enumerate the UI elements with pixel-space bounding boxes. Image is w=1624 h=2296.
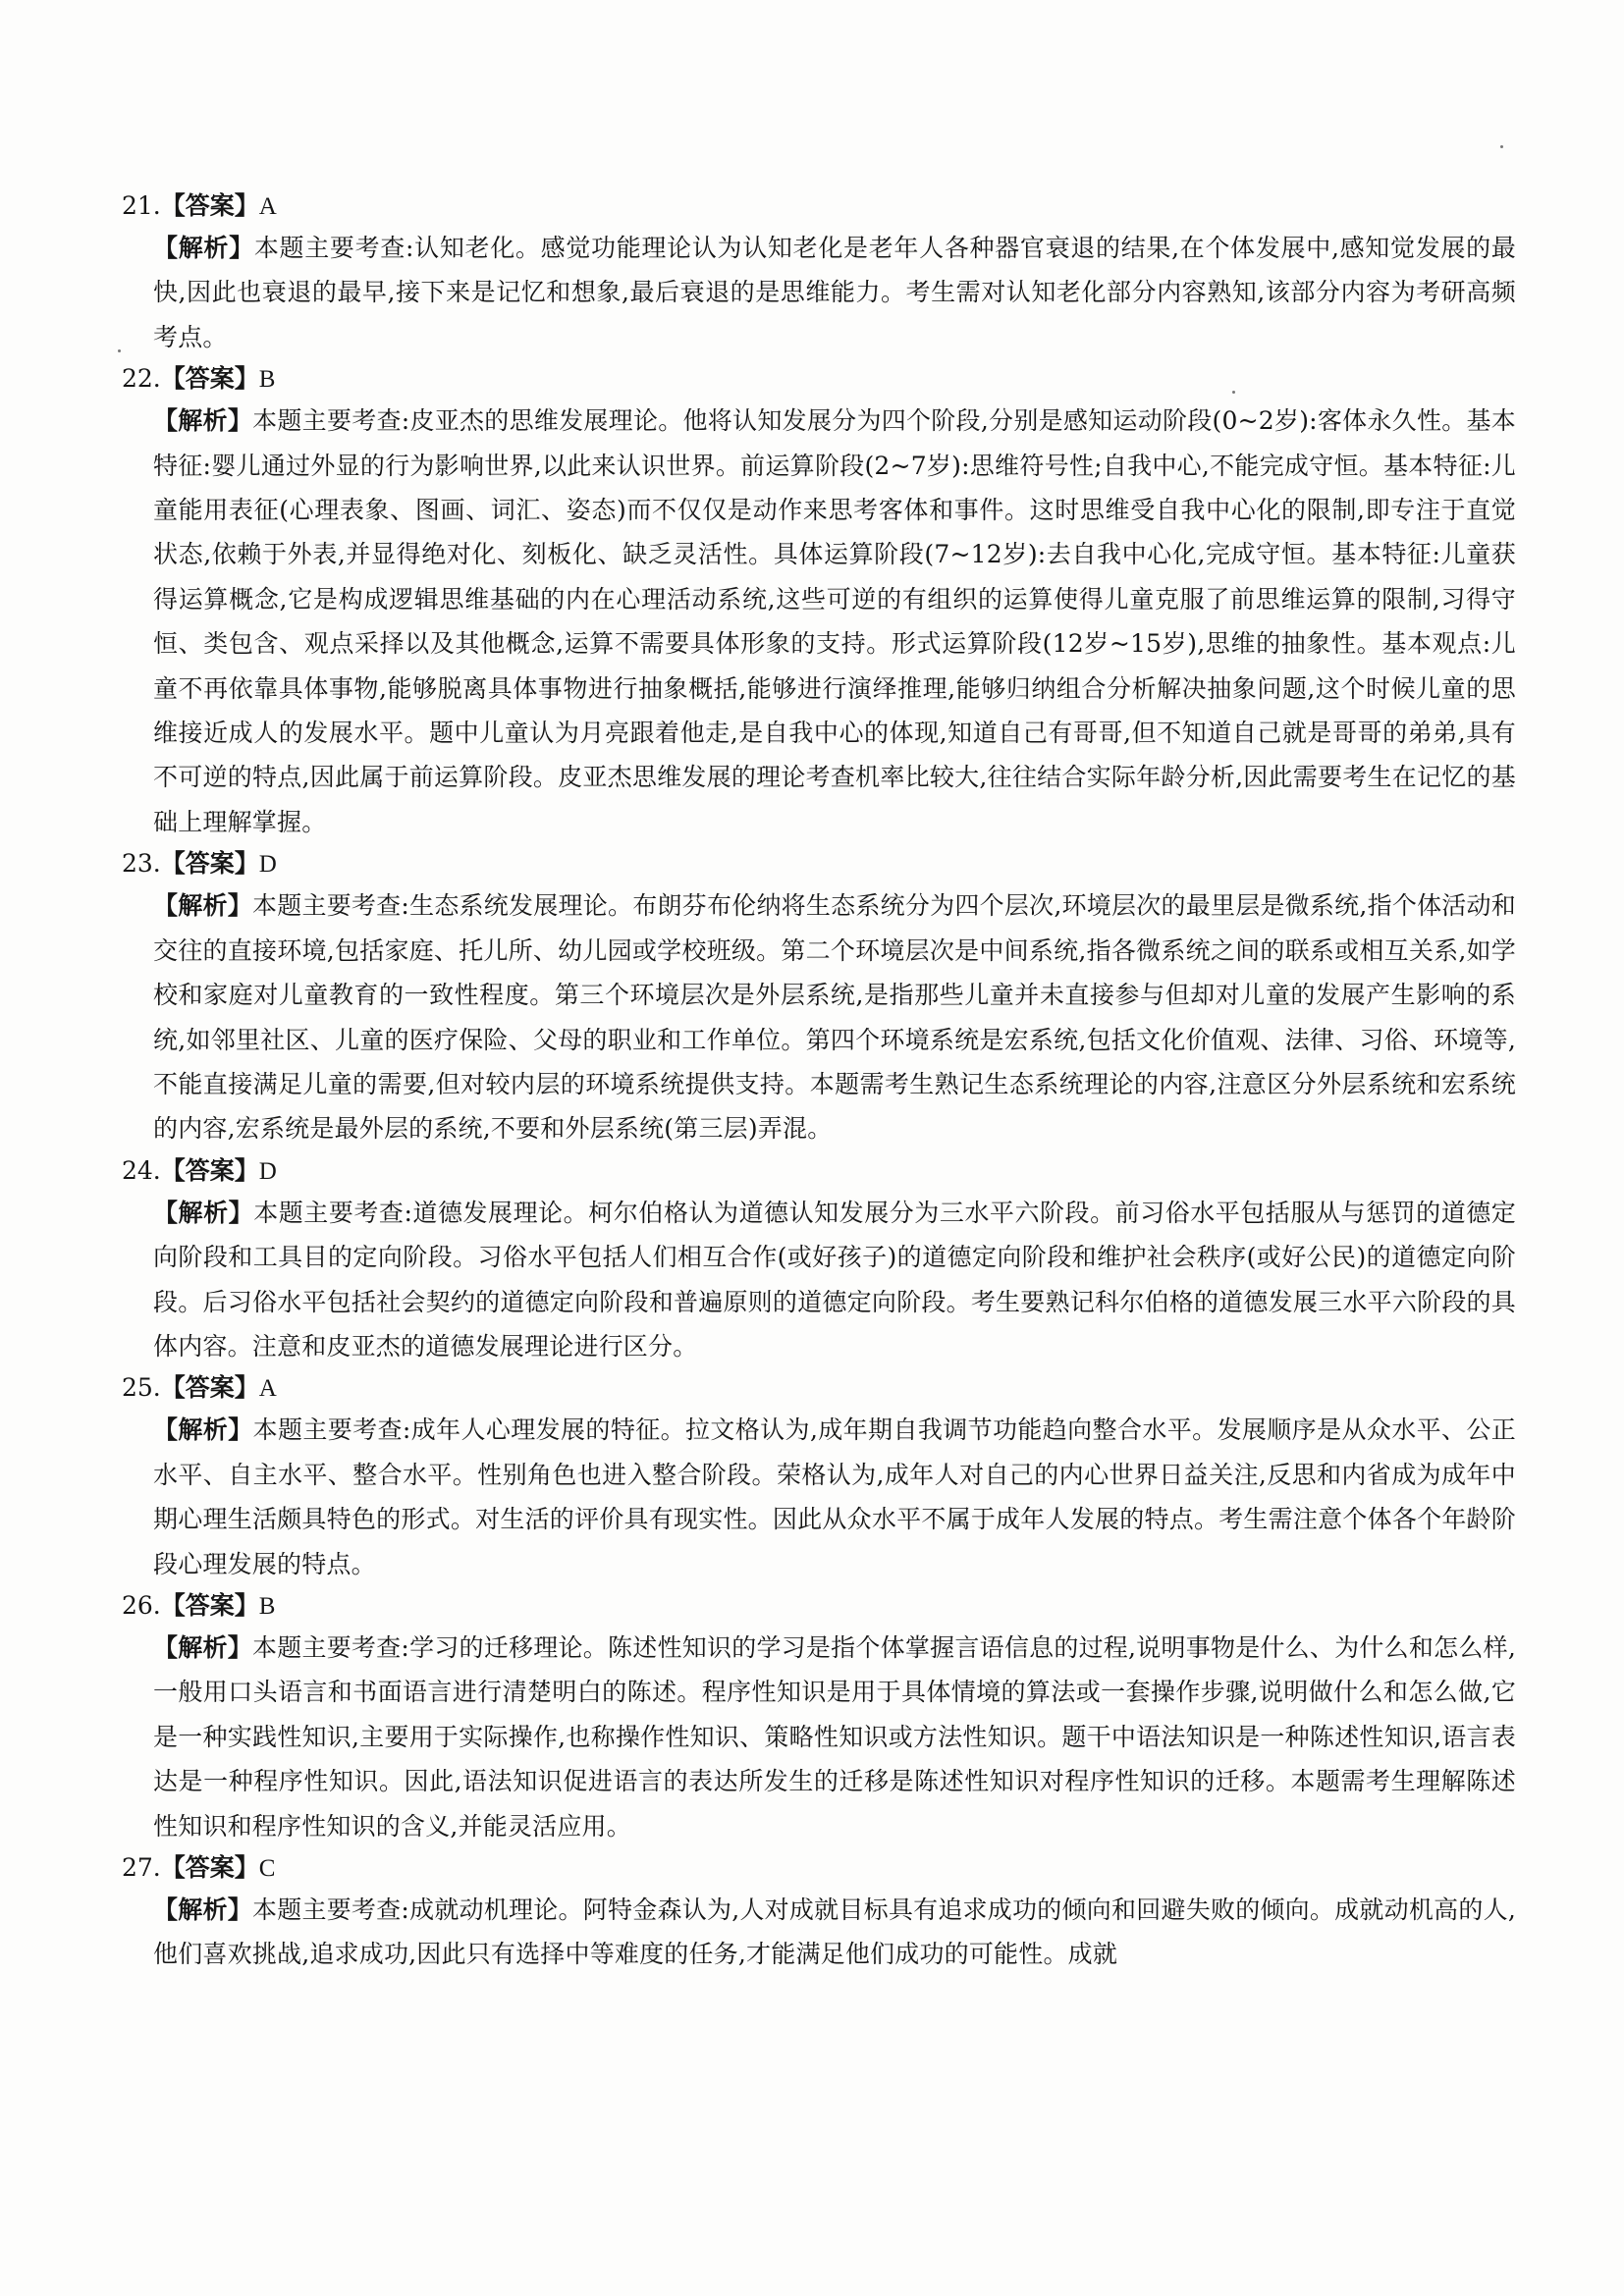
analysis-tag: 【解析】 (153, 406, 253, 436)
answer-item-24 (122, 1151, 1516, 1369)
analysis-paragraph (153, 399, 1516, 844)
answer-tag: 【答案】 (160, 191, 259, 220)
answer-item-21 (122, 187, 1516, 359)
question-number: 24. (122, 1155, 161, 1185)
question-number: 25. (122, 1373, 161, 1403)
answer-line (122, 1151, 1516, 1191)
answer-letter: A (258, 1375, 277, 1403)
question-number: 22. (122, 364, 161, 394)
analysis-tag: 【解析】 (153, 891, 252, 921)
answer-tag: 【答案】 (160, 364, 259, 394)
analysis-text: 本题主要考查:道德发展理论。柯尔伯格认为道德认知发展分为三水平六阶段。前习俗水平包括服从与惩罚的道德定向阶段和工具目的定向阶段。习俗水平包括人们相互合作(或好孩子)的道德定向阶段和维护社会秩序(或好公民)的道德定向阶段。后习俗水平包括社会契约的道德定向阶段和普遍原则的道德定向阶段。考生要熟记科尔伯格的道德发展三水平六阶段的具体内容。注意和皮亚杰的道德发展理论进行区分。 (153, 1198, 1516, 1361)
answer-item-25 (122, 1368, 1516, 1586)
question-number: 26. (122, 1590, 161, 1620)
analysis-text: 本题主要考查:成年人心理发展的特征。拉文格认为,成年期自我调节功能趋向整合水平。发展顺序是从众水平、公正水平、自主水平、整合水平。性别角色也进入整合阶段。荣格认为,成年人对自己的内心世界日益关注,反思和内省成为成年中期心理生活颇具特色的形式。对生活的评价具有现实性。因此从众水平不属于成年人发展的特点。考生需注意个体各个年龄阶段心理发展的特点。 (153, 1415, 1516, 1578)
analysis-text: 本题主要考查:学习的迁移理论。陈述性知识的学习是指个体掌握言语信息的过程,说明事物是什么、为什么和怎么样,一般用口头语言和书面语言进行清楚明白的陈述。程序性知识是用于具体情境的算法或一套操作步骤,说明做什么和怎么做,它是一种实践性知识,主要用于实际操作,也称操作性知识、策略性知识或方法性知识。题干中语法知识是一种陈述性知识,语言表达是一种程序性知识。因此,语法知识促进语言的表达所发生的迁移是陈述性知识对程序性知识的迁移。本题需考生理解陈述性知识和程序性知识的含义,并能灵活应用。 (153, 1632, 1516, 1841)
analysis-tag: 【解析】 (153, 234, 254, 262)
analysis-tag: 【解析】 (153, 1896, 252, 1924)
answer-line (122, 1368, 1516, 1408)
answer-item-23 (122, 844, 1516, 1150)
answer-letter: A (258, 193, 277, 220)
answer-item-26 (122, 1586, 1516, 1848)
analysis-text: 本题主要考查:皮亚杰的思维发展理论。他将认知发展分为四个阶段,分别是感知运动阶段(0~2岁):客体永久性。基本特征:婴儿通过外显的行为影响世界,以此来认识世界。前运算阶段(2~7岁):思维符号性;自我中心,不能完成守恒。基本特征:儿童能用表征(心理表象、图画、词汇、姿态)而不仅仅是动作来思考客体和事件。这时思维受自我中心化的限制,即专注于直觉状态,依赖于外表,并显得绝对化、刻板化、缺乏灵活性。具体运算阶段(7~12岁):去自我中心化,完成守恒。基本特征:儿童获得运算概念,它是构成逻辑思维基础的内在心理活动系统,这些可逆的有组织的运算使得儿童克服了前思维运算的限制,习得守恒、类包含、观点采择以及其他概念,运算不需要具体形象的支持。形式运算阶段(12岁~15岁),思维的抽象性。基本观点:儿童不再依靠具体事物,能够脱离具体事物进行抽象概括,能够进行演绎推理,能够归纳组合分析解决抽象问题,这个时候儿童的思维接近成人的发展水平。题中儿童认为月亮跟着他走,是自我中心的体现,知道自己有哥哥,但不知道自己就是哥哥的弟弟,具有不可逆的特点,因此属于前运算阶段。皮亚杰思维发展的理论考查机率比较大,往往结合实际年龄分析,因此需要考生在记忆的基础上理解掌握。 (153, 406, 1516, 836)
answer-item-22 (122, 359, 1516, 844)
answer-letter: B (258, 366, 276, 394)
analysis-paragraph (153, 1888, 1516, 1977)
analysis-paragraph (153, 226, 1516, 359)
answer-letter: D (258, 1157, 277, 1185)
answer-tag: 【答案】 (160, 849, 259, 879)
analysis-paragraph (153, 1626, 1516, 1848)
analysis-tag: 【解析】 (153, 1198, 254, 1227)
answer-line (122, 1586, 1516, 1626)
analysis-text: 本题主要考查:成就动机理论。阿特金森认为,人对成就目标具有追求成功的倾向和回避失败的倾向。成就动机高的人,他们喜欢挑战,追求成功,因此只有选择中等难度的任务,才能满足他们成功的可能性。成就 (153, 1896, 1516, 1969)
question-number: 23. (122, 849, 161, 879)
answer-letter: D (258, 851, 277, 879)
analysis-text: 本题主要考查:生态系统发展理论。布朗芬布伦纳将生态系统分为四个层次,环境层次的最里层是微系统,指个体活动和交往的直接环境,包括家庭、托儿所、幼儿园或学校班级。第二个环境层次是中间系统,指各微系统之间的联系或相互关系,如学校和家庭对儿童教育的一致性程度。第三个环境层次是外层系统,是指那些儿童并未直接参与但却对儿童的发展产生影响的系统,如邻里社区、儿童的医疗保险、父母的职业和工作单位。第四个环境系统是宏系统,包括文化价值观、法律、习俗、环境等,不能直接满足儿童的需要,但对较内层的环境系统提供支持。本题需考生熟记生态系统理论的内容,注意区分外层系统和宏系统的内容,宏系统是最外层的系统,不要和外层系统(第三层)弄混。 (153, 891, 1516, 1144)
analysis-text: 本题主要考查:认知老化。感觉功能理论认为认知老化是老年人各种器官衰退的结果,在个体发展中,感知觉发展的最快,因此也衰退的最早,接下来是记忆和想象,最后衰退的是思维能力。考生需对认知老化部分内容熟知,该部分内容为考研高频考点。 (153, 234, 1516, 351)
answer-line (122, 359, 1516, 399)
answer-line (122, 1848, 1516, 1888)
answer-line (122, 187, 1516, 226)
answer-letter: C (258, 1855, 276, 1882)
scan-speck (118, 349, 121, 352)
answer-line (122, 844, 1516, 883)
analysis-paragraph (153, 883, 1516, 1150)
answer-tag: 【答案】 (160, 1373, 259, 1403)
answer-tag: 【答案】 (160, 1853, 259, 1882)
analysis-tag: 【解析】 (153, 1632, 252, 1662)
answer-item-27 (122, 1848, 1516, 1977)
question-number: 27. (122, 1853, 161, 1882)
answer-tag: 【答案】 (160, 1590, 259, 1620)
analysis-tag: 【解析】 (153, 1415, 253, 1445)
answer-tag: 【答案】 (160, 1155, 259, 1185)
analysis-paragraph (153, 1191, 1516, 1369)
answer-list (122, 187, 1516, 1977)
analysis-paragraph (153, 1408, 1516, 1586)
answer-letter: B (258, 1592, 276, 1620)
scan-speck (1500, 145, 1503, 148)
question-number: 21. (122, 191, 161, 220)
